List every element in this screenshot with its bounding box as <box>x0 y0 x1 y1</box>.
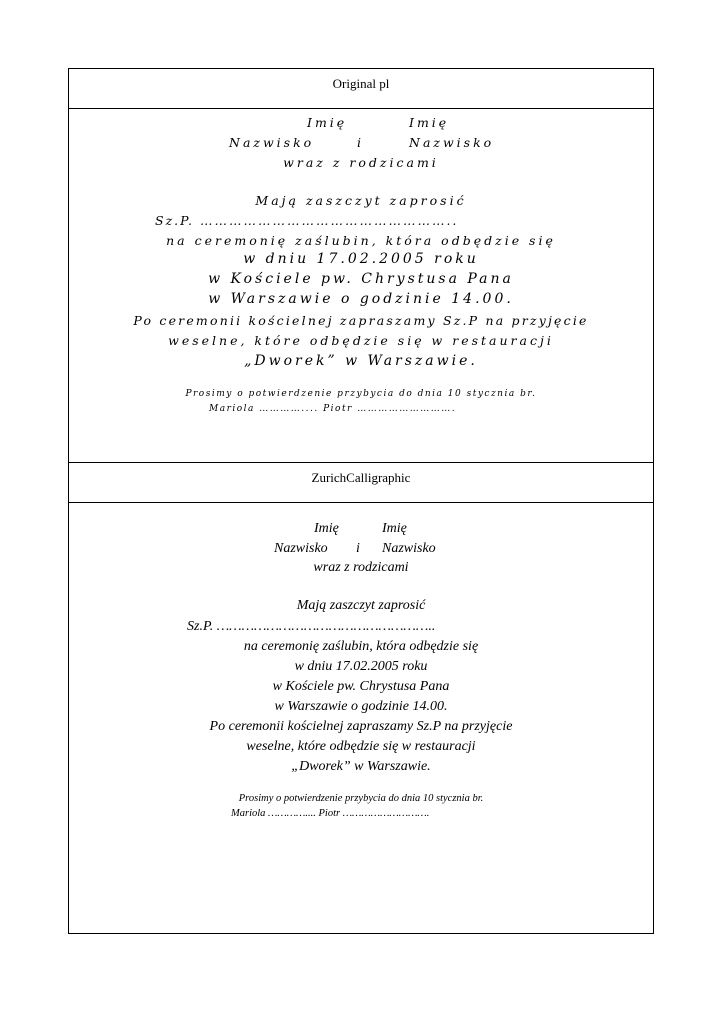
church-line: w Kościele pw. Chrystusa Pana <box>272 679 450 694</box>
reception-line-2: weselne, które odbędzie się w restauracji <box>246 739 476 754</box>
rsvp-line: Prosimy o potwierdzenie przybycia do dnia 10 stycznia br. <box>238 793 484 804</box>
name-right-first: Imię <box>382 521 407 536</box>
surname-left: Nazwisko <box>229 135 315 150</box>
invitation-zurich <box>69 503 653 933</box>
conjunction: i <box>356 541 360 556</box>
with-parents: wraz z rodzicami <box>283 155 439 170</box>
name-right-first: Imię <box>409 115 450 130</box>
reception-line-2: weselne, które odbędzie się w restauracji <box>168 333 554 348</box>
signature-line: Mariola ………….... Piotr ………………………. <box>231 808 430 819</box>
ceremony-line: na ceremonię zaślubin, która odbędzie się <box>166 233 556 248</box>
with-parents: wraz z rodzicami <box>313 560 409 575</box>
section-header-original <box>69 69 653 109</box>
name-left-first: Imię <box>314 521 339 536</box>
date-line: w dniu 17.02.2005 roku <box>243 251 479 267</box>
invitation-original <box>69 109 653 463</box>
guest-line: Sz.P. …………………………………………….. <box>155 213 459 228</box>
section-header-zurich <box>69 463 653 503</box>
signature-line: Mariola ………….... Piotr ………………………. <box>209 404 457 414</box>
honor-line: Mają zaszczyt zaprosić <box>255 193 467 208</box>
name-left-first: Imię <box>307 115 348 130</box>
surname-left: Nazwisko <box>274 541 328 556</box>
church-line: w Kościele pw. Chrystusa Pana <box>208 271 514 287</box>
reception-line-1: Po ceremonii kościelnej zapraszamy Sz.P na przyjęcie <box>133 313 589 328</box>
date-line: w dniu 17.02.2005 roku <box>294 659 428 674</box>
rsvp-line: Prosimy o potwierdzenie przybycia do dnia 10 stycznia br. <box>185 389 537 399</box>
invitation-comparison-table <box>68 68 654 934</box>
place-time-line: w Warszawie o godzinie 14.00. <box>208 291 514 307</box>
ceremony-line: na ceremonię zaślubin, która odbędzie się <box>243 639 479 654</box>
place-time-line: w Warszawie o godzinie 14.00. <box>274 699 448 714</box>
surname-right: Nazwisko <box>382 541 436 556</box>
reception-line-1: Po ceremonii kościelnej zapraszamy Sz.P na przyjęcie <box>209 719 513 734</box>
section-title: ZurichCalligraphic <box>311 470 411 485</box>
conjunction: i <box>357 135 364 150</box>
honor-line: Mają zaszczyt zaprosić <box>296 598 426 613</box>
venue-line: „Dworek” w Warszawie. <box>244 353 478 369</box>
section-title: Original pl <box>332 76 390 91</box>
guest-line: Sz.P. …………………………………………….. <box>187 619 436 634</box>
surname-right: Nazwisko <box>409 135 495 150</box>
venue-line: „Dworek” w Warszawie. <box>291 759 431 774</box>
